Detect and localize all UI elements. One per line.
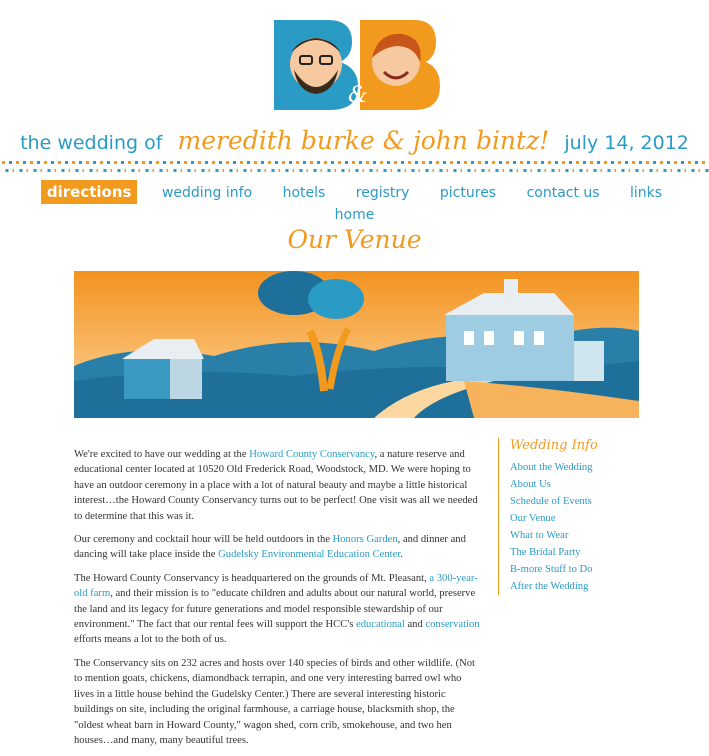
sidebar-link-our-venue[interactable]: Our Venue <box>510 513 556 524</box>
wedding-date: july 14, 2012 <box>564 132 689 154</box>
venue-description <box>74 447 484 756</box>
wedding-info-sidebar <box>498 438 650 595</box>
title-prefix: the wedding of <box>20 132 163 154</box>
page-title: Our Venue <box>287 225 422 254</box>
nav-contact-us[interactable]: contact us <box>526 185 600 201</box>
sidebar-link-bridal-party[interactable]: The Bridal Party <box>510 547 581 558</box>
nav-pictures[interactable]: pictures <box>439 185 497 201</box>
sidebar-link-what-to-wear[interactable]: What to Wear <box>510 530 569 541</box>
nav-registry[interactable]: registry <box>355 185 410 201</box>
link-gudelsky-center[interactable]: Gudelsky Environmental Education Center <box>218 549 401 561</box>
link-honors-garden[interactable]: Honors Garden <box>332 534 398 546</box>
paragraph-3: The Howard County Conservancy is headquartered on the grounds of Mt. Pleasant, a 300-year-old farm, and their mission is to "educate children and adults about our natural world, preserve the land and its legacy for future generations and model responsible stewardship of our environment." The fact that our rental fees will support the HCC's educational and conservation efforts means a lot to the both of us. <box>74 572 480 646</box>
sidebar-title: Wedding Info <box>510 438 598 453</box>
b-and-b-logo <box>268 12 440 112</box>
link-educational[interactable]: educational <box>356 619 405 631</box>
paragraph-4: The Conservancy sits on 232 acres and hosts over 140 species of birds and other wildlife. (Not to mention goats, chickens, diamondback terrapin, and one very interesting barred owl who lives in a little house behind the Gudelsky Center.) There are several interesting historic buildings on site, including the original farmhouse, a carriage house, blacksmith shop, the "oldest wheat barn in Howard County," wagon shed, corn crib, smokehouse, and two hen houses…and many, many beautiful trees. <box>74 657 476 746</box>
paragraph-2: Our ceremony and cocktail hour will be held outdoors in the Honors Garden, and dinner and dancing will take place inside the Gudelsky Environmental Education Center. <box>74 534 466 561</box>
wedding-title <box>0 126 709 155</box>
sidebar-link-schedule-of-events[interactable]: Schedule of Events <box>510 496 592 507</box>
link-howard-county-conservancy[interactable]: Howard County Conservancy <box>249 449 375 460</box>
nav-wedding-info[interactable]: wedding info <box>161 185 253 201</box>
main-nav <box>0 180 709 226</box>
nav-hotels[interactable]: hotels <box>282 185 326 201</box>
couple-names: meredith burke & john bintz! <box>177 126 550 155</box>
sidebar-link-about-us[interactable]: About Us <box>510 479 551 490</box>
paragraph-1: We're excited to have our wedding at the Howard County Conservancy, a nature reserve and educational center located at 10520 Old Frederick Road, Woodstock, MD. We were hoping to have an outdoor ceremony in a place with a lot of natural beauty and maybe a little historical interest…the Howard County Conservancy turns out to be perfect! One visit was all we needed to determine that this was it. <box>74 449 478 522</box>
nav-home[interactable]: home <box>334 207 375 223</box>
venue-illustration <box>74 271 639 418</box>
dotted-divider <box>0 160 709 174</box>
link-300-year-old-farm[interactable]: a 300-year-old farm <box>74 572 478 600</box>
nav-links[interactable]: links <box>630 185 663 201</box>
sidebar-link-after-the-wedding[interactable]: After the Wedding <box>510 581 589 592</box>
nav-directions[interactable]: directions <box>41 180 138 204</box>
sidebar-link-about-the-wedding[interactable]: About the Wedding <box>510 462 593 473</box>
link-conservation[interactable]: conservation <box>425 619 480 631</box>
sidebar-link-bmore-stuff[interactable]: B-more Stuff to Do <box>510 564 593 575</box>
svg-text:&: & <box>348 83 368 108</box>
